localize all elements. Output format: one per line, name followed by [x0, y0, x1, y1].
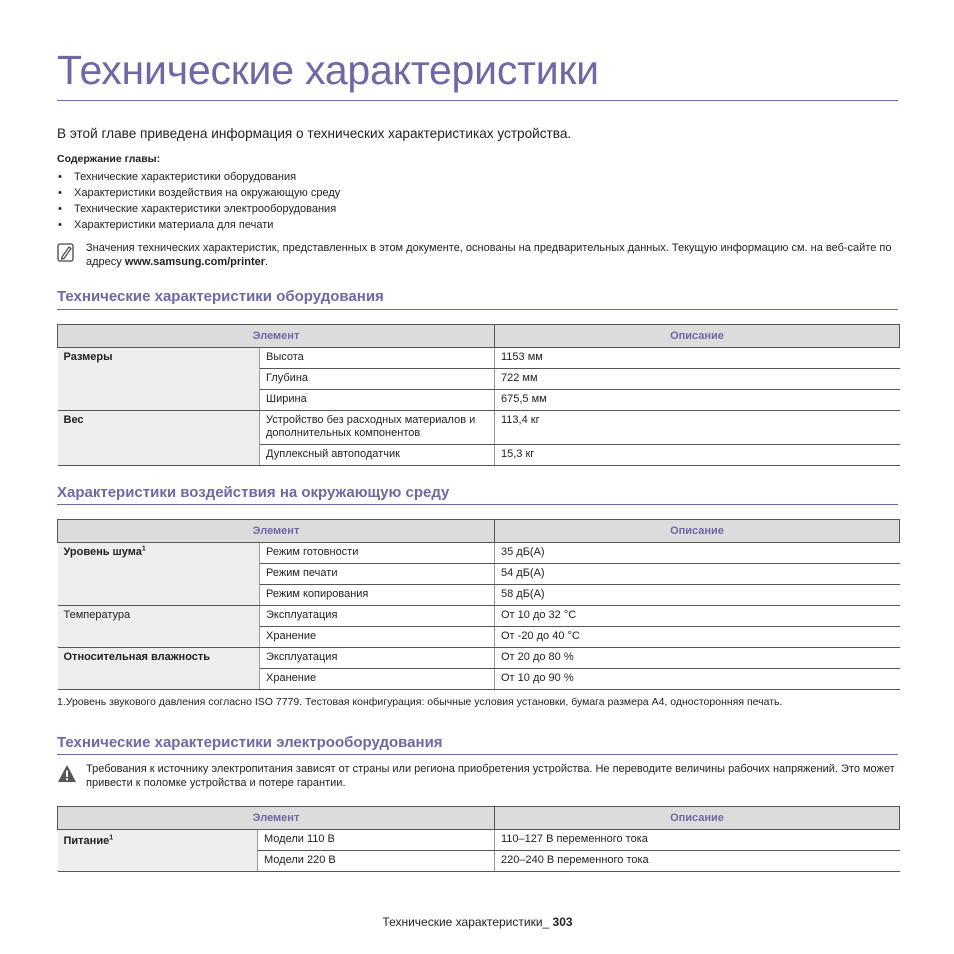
- row-value: От 20 до 80 %: [495, 648, 900, 669]
- row-value: 113,4 кг: [495, 411, 900, 445]
- environment-section-title: Характеристики воздействия на окружающую среду: [57, 484, 450, 501]
- table-row: [58, 543, 900, 564]
- row-item: Высота: [260, 348, 495, 369]
- environment-table: [57, 519, 900, 690]
- warning-block: [57, 762, 898, 790]
- row-value: 58 дБ(А): [495, 585, 900, 606]
- row-value: 110–127 В переменного тока: [495, 830, 900, 851]
- row-category: Уровень шума$^1$: [58, 543, 260, 606]
- row-value: 1153 мм: [495, 348, 900, 369]
- table-row: [58, 411, 900, 445]
- header-description: Описание: [495, 520, 900, 543]
- table-row: [58, 648, 900, 669]
- header-description: Описание: [495, 325, 900, 348]
- table-row: [58, 348, 900, 369]
- row-item: Глубина: [260, 369, 495, 390]
- page-number: 303: [552, 915, 573, 929]
- note-pencil-icon: [57, 243, 75, 263]
- row-category: Вес: [58, 411, 260, 466]
- header-element: Элемент: [58, 520, 495, 543]
- contents-list: [57, 170, 340, 234]
- row-value: 675,5 мм: [495, 390, 900, 411]
- title-divider: [57, 100, 898, 101]
- row-item: Хранение: [260, 627, 495, 648]
- row-value: От -20 до 40 °С: [495, 627, 900, 648]
- hardware-table: [57, 324, 900, 466]
- footnote-marker: 1: [109, 834, 114, 842]
- electrical-section-title: Технические характеристики электрооборудования: [57, 734, 443, 751]
- intro-text: В этой главе приведена информация о технических характеристиках устройства.: [57, 126, 572, 141]
- row-item: Хранение: [260, 669, 495, 690]
- row-category: Питание$^1$: [58, 830, 258, 872]
- row-value: 35 дБ(А): [495, 543, 900, 564]
- row-item: Режим готовности: [260, 543, 495, 564]
- row-value: От 10 до 32 °С: [495, 606, 900, 627]
- row-item: Ширина: [260, 390, 495, 411]
- page-title: Технические характеристики: [57, 47, 599, 93]
- hardware-section-title: Технические характеристики оборудования: [57, 288, 384, 305]
- contents-item[interactable]: • Технические характеристики оборудования: [57, 170, 340, 186]
- contents-item[interactable]: • Характеристики воздействия на окружающую среду: [57, 186, 340, 202]
- page-footer: [57, 915, 898, 929]
- note-block: [57, 241, 898, 269]
- row-category: Размеры: [58, 348, 260, 411]
- row-value: 54 дБ(А): [495, 564, 900, 585]
- contents-item[interactable]: • Технические характеристики электрооборудования: [57, 202, 340, 218]
- table-row: [58, 830, 900, 851]
- row-item: Устройство без расходных материалов и дополнительных компонентов: [260, 411, 495, 445]
- electrical-table: [57, 806, 900, 872]
- footer-text: Технические характеристики_: [382, 915, 550, 929]
- warning-triangle-icon: [57, 764, 77, 783]
- row-item: Дуплексный автоподатчик: [260, 445, 495, 466]
- row-value: 220–240 В переменного тока: [495, 851, 900, 872]
- row-value: 15,3 кг: [495, 445, 900, 466]
- row-category: Температура: [58, 606, 260, 648]
- header-element: Элемент: [58, 325, 495, 348]
- row-item: Режим печати: [260, 564, 495, 585]
- header-element: Элемент: [58, 807, 495, 830]
- row-item: Модели 220 В: [258, 851, 495, 872]
- contents-item[interactable]: • Характеристики материала для печати: [57, 218, 340, 234]
- footnote-marker: 1: [141, 545, 146, 553]
- row-item: Модели 110 В: [258, 830, 495, 851]
- environment-footnote: 1.Уровень звукового давления согласно ISO 7779. Тестовая конфигурация: обычные условия установки, бумага размера A4, односторонняя печать.: [57, 696, 783, 708]
- warning-text: Требования к источнику электропитания зависят от страны или региона приобретения устройства. Не переводите величины рабочих напряжений. Это может привести к поломке устройства и потере гарантии.: [86, 763, 895, 789]
- electrical-section-divider: [57, 754, 898, 755]
- row-item: Эксплуатация: [260, 606, 495, 627]
- contents-label: Содержание главы:: [57, 153, 161, 165]
- row-item: Режим копирования: [260, 585, 495, 606]
- note-text: Значения технических характеристик, представленных в этом документе, основаны на предварительных данных. Текущую информацию см. на веб-сайте по адресу www.samsung.com/printer.: [86, 242, 892, 268]
- table-row: [58, 606, 900, 627]
- row-category: Относительная влажность: [58, 648, 260, 690]
- row-item: Эксплуатация: [260, 648, 495, 669]
- row-value: От 10 до 90 %: [495, 669, 900, 690]
- samsung-url[interactable]: www.samsung.com/printer: [124, 256, 266, 268]
- environment-section-divider: [57, 504, 898, 505]
- hardware-section-divider: [57, 309, 898, 310]
- header-description: Описание: [495, 807, 900, 830]
- row-value: 722 мм: [495, 369, 900, 390]
